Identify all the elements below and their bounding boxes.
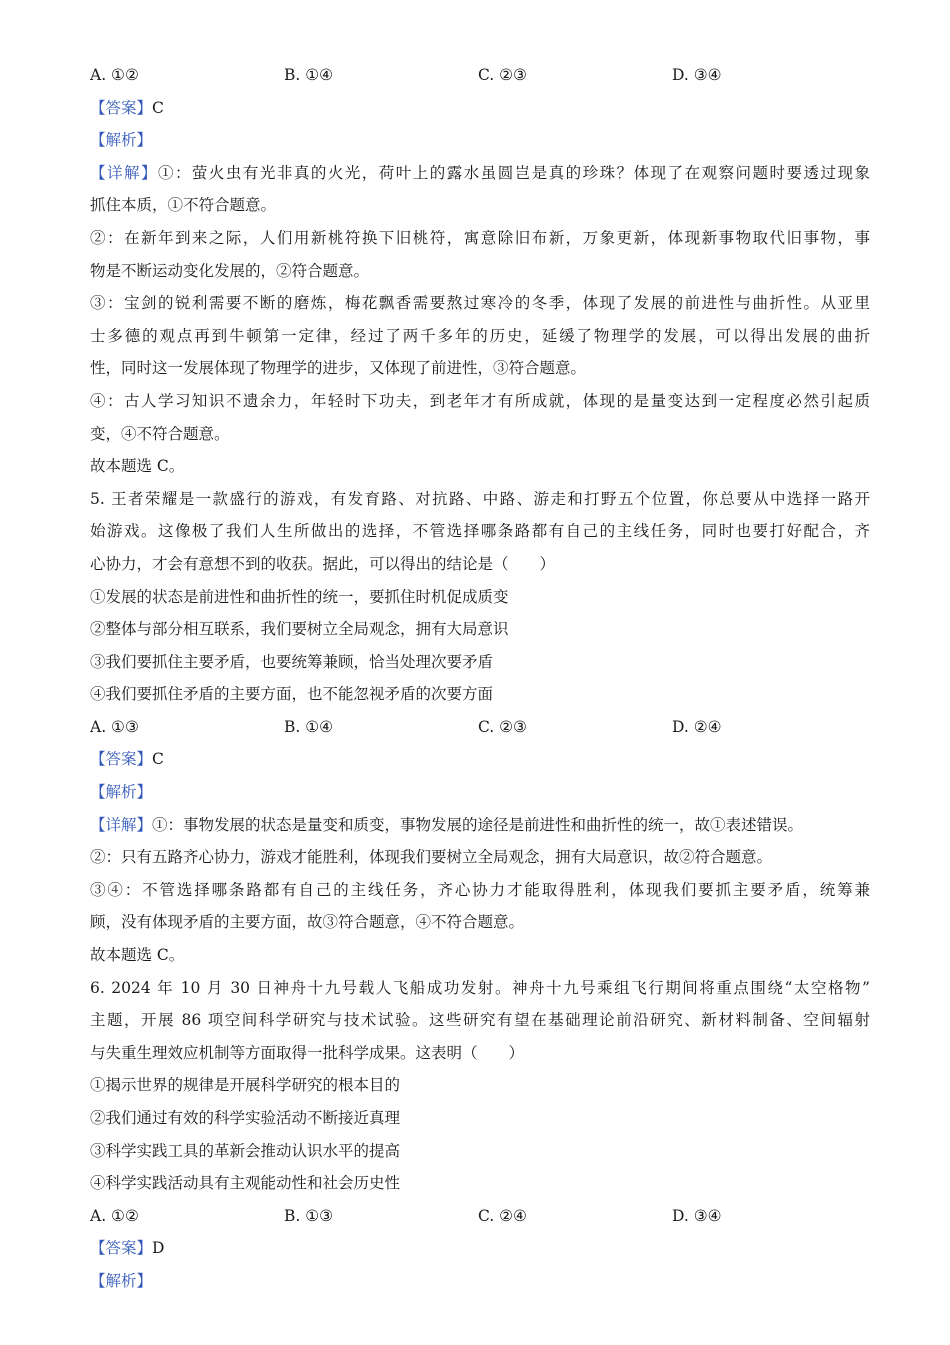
detail-label: 【详解】 xyxy=(90,815,153,834)
q5-detail-line: 顾，没有体现矛盾的主要方面，故③符合题意，④不符合题意。 xyxy=(90,913,525,932)
q6-answer xyxy=(90,1232,870,1265)
q6-option-a: A. ①② xyxy=(90,1206,139,1225)
q5-statement: ②整体与部分相互联系，我们要树立全局观念，拥有大局意识 xyxy=(90,620,509,639)
q5-detail-line: ③④：不管选择哪条路都有自己的主线任务，齐心协力才能取得胜利，体现我们要抓主要矛盾，统筹兼 xyxy=(90,880,870,899)
answer-label: 【答案】 xyxy=(90,98,153,117)
q5-answer xyxy=(90,743,870,776)
q4-detail-line: ②：在新年到来之际，人们用新桃符换下旧桃符，寓意除旧布新，万象更新，体现新事物取代旧事物，事 xyxy=(90,228,870,247)
q5-analysis xyxy=(90,776,870,809)
q4-detail-line: 性，同时这一发展体现了物理学的进步，又体现了前进性，③符合题意。 xyxy=(90,359,587,378)
q5-statement: ①发展的状态是前进性和曲折性的统一，要抓住时机促成质变 xyxy=(90,587,509,606)
analysis-label: 【解析】 xyxy=(90,783,153,802)
q5-stem-line: 心协力，才会有意想不到的收获。据此，可以得出的结论是（ ） xyxy=(90,554,556,573)
q4-detail-line xyxy=(90,157,870,190)
q4-detail-line: 抓住本质，①不符合题意。 xyxy=(90,196,277,215)
q5-detail-line xyxy=(90,809,870,842)
q5-option-c: C. ②③ xyxy=(478,717,527,736)
document-content xyxy=(90,59,870,1298)
answer-value: D xyxy=(152,1239,165,1258)
q5-stem-line: 始游戏。这像极了我们人生所做出的选择，不管选择哪条路都有自己的主线任务，同时也要打好配合，齐 xyxy=(90,522,870,541)
detail-text: ①：萤火虫有光非真的火光，荷叶上的露水虽圆岂是真的珍珠？体现了在观察问题时要透过现象 xyxy=(157,163,870,182)
q4-option-d: D. ③④ xyxy=(672,66,722,84)
q4-option-c: C. ②③ xyxy=(478,66,527,84)
q4-option-a: A. ①② xyxy=(90,66,139,84)
q4-detail-line: 变，④不符合题意。 xyxy=(90,424,230,443)
q6-analysis xyxy=(90,1265,870,1298)
q4-answer xyxy=(90,92,870,125)
answer-label: 【答案】 xyxy=(90,750,153,769)
q6-option-b: B. ①③ xyxy=(284,1206,334,1225)
detail-text: ①：事物发展的状态是量变和质变，事物发展的途径是前进性和曲折性的统一，故①表述错误。 xyxy=(152,815,804,834)
answer-value: C xyxy=(152,98,164,117)
answer-value: C xyxy=(152,750,164,769)
q5-options xyxy=(90,711,870,744)
q6-stem-line: 6. 2024 年 10 月 30 日神舟十九号载人飞船成功发射。神舟十九号乘组飞行期间将重点围绕“太空格物” xyxy=(90,978,870,997)
q5-statement: ③我们要抓住主要矛盾，也要统筹兼顾，恰当处理次要矛盾 xyxy=(90,652,494,671)
q6-statement: ④科学实践活动具有主观能动性和社会历史性 xyxy=(90,1174,401,1193)
q5-option-a: A. ①③ xyxy=(90,717,139,736)
detail-label: 【详解】 xyxy=(90,163,158,182)
q5-conclusion: 故本题选 C。 xyxy=(90,946,185,965)
q5-option-b: B. ①④ xyxy=(284,717,334,736)
q6-statement: ①揭示世界的规律是开展科学研究的根本目的 xyxy=(90,1076,401,1095)
q6-stem-line: 主题，开展 86 项空间科学研究与技术试验。这些研究有望在基础理论前沿研究、新材料制备、空间辐射 xyxy=(90,1011,870,1030)
q5-statement: ④我们要抓住矛盾的主要方面，也不能忽视矛盾的次要方面 xyxy=(90,685,494,704)
analysis-label: 【解析】 xyxy=(90,131,153,150)
q4-detail-line: 士多德的观点再到牛顿第一定律，经过了两千多年的历史，延缓了物理学的发展，可以得出发展的曲折 xyxy=(90,326,870,345)
q4-conclusion: 故本题选 C。 xyxy=(90,457,185,476)
q5-stem-line: 5. 王者荣耀是一款盛行的游戏，有发育路、对抗路、中路、游走和打野五个位置，你总要从中选择一路开 xyxy=(90,489,870,508)
q6-option-d: D. ③④ xyxy=(672,1206,722,1225)
analysis-label: 【解析】 xyxy=(90,1271,153,1290)
q6-options xyxy=(90,1200,870,1233)
q4-detail-line: 物是不断运动变化发展的，②符合题意。 xyxy=(90,261,370,280)
q5-option-d: D. ②④ xyxy=(672,717,722,736)
q4-analysis xyxy=(90,124,870,157)
q4-option-b: B. ①④ xyxy=(284,66,334,84)
q6-statement: ②我们通过有效的科学实验活动不断接近真理 xyxy=(90,1109,401,1127)
q4-options xyxy=(90,59,870,92)
answer-label: 【答案】 xyxy=(90,1239,153,1258)
q6-option-c: C. ②④ xyxy=(478,1206,527,1225)
q4-detail-line: ③：宝剑的锐利需要不断的磨炼，梅花飘香需要熬过寒冷的冬季，体现了发展的前进性与曲折性。从亚里 xyxy=(90,294,870,313)
q6-statement: ③科学实践工具的革新会推动认识水平的提高 xyxy=(90,1141,401,1160)
q5-detail-line: ②：只有五路齐心协力，游戏才能胜利，体现我们要树立全局观念，拥有大局意识，故②符合题意。 xyxy=(90,848,773,867)
q4-detail-line: ④：古人学习知识不遗余力，年轻时下功夫，到老年才有所成就，体现的是量变达到一定程度必然引起质 xyxy=(90,391,870,410)
q6-stem-line: 与失重生理效应机制等方面取得一批科学成果。这表明（ ） xyxy=(90,1043,525,1062)
